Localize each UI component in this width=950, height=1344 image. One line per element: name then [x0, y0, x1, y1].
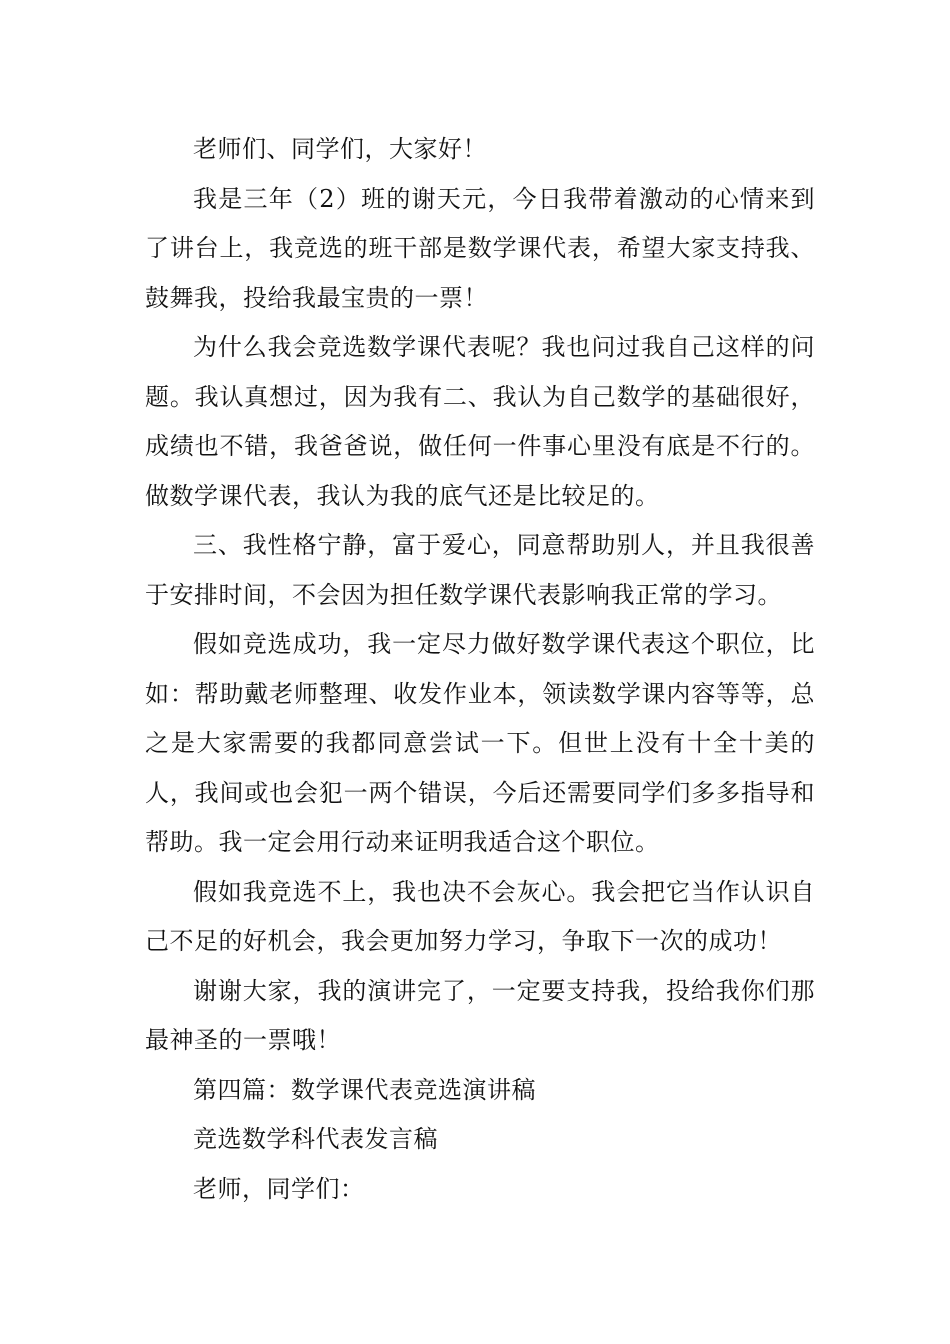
- document-body: [145, 125, 815, 1214]
- paragraph-reasons: 为什么我会竞选数学课代表呢？我也问过我自己这样的问题。我认真想过，因为我有二、我认为自己数学的基础很好，成绩也不错，我爸爸说，做任何一件事心里没有底是不行的。做数学课代表，我认为我的底气还是比较足的。: [145, 333, 815, 510]
- paragraph-salutation: 老师，同学们：: [193, 1174, 365, 1203]
- paragraph-if-elected: 假如竞选成功，我一定尽力做好数学课代表这个职位，比如：帮助戴老师整理、收发作业本，领读数学课内容等等，总之是大家需要的我都同意尝试一下。但世上没有十全十美的人，我间或也会犯一两个错误，今后还需要同学们多多指导和帮助。我一定会用行动来证明我适合这个职位。: [145, 630, 815, 856]
- paragraph-if-not-elected: 假如我竞选不上，我也决不会灰心。我会把它当作认识自己不足的好机会，我会更加努力学习，争取下一次的成功！: [145, 877, 815, 955]
- paragraph-introduction: 我是三年（2）班的谢天元，今日我带着激动的心情来到了讲台上，我竞选的班干部是数学课代表，希望大家支持我、鼓舞我，投给我最宝贵的一票！: [145, 184, 815, 312]
- paragraph-thanks: 谢谢大家，我的演讲完了，一定要支持我，投给我你们那最神圣的一票哦！: [145, 976, 815, 1054]
- paragraph-reason-three: 三、我性格宁静，富于爱心，同意帮助别人，并且我很善于安排时间，不会因为担任数学课代表影响我正常的学习。: [145, 531, 815, 609]
- paragraph-greeting: 老师们、同学们，大家好！: [193, 135, 487, 163]
- speech-title: 竞选数学科代表发言稿: [193, 1125, 438, 1153]
- section-heading: 第四篇：数学课代表竞选演讲稿: [193, 1075, 536, 1104]
